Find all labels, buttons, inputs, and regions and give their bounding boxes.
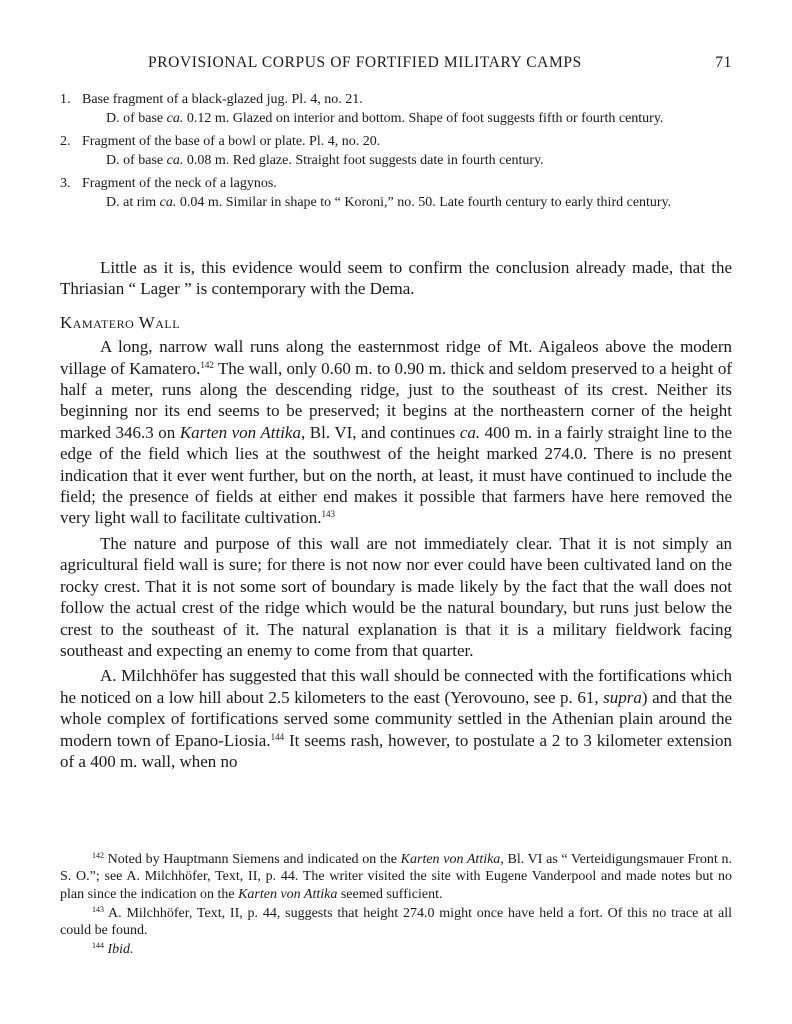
italic-run: supra [603,687,642,707]
footnote-number: 144 [92,941,104,951]
item-description [60,193,732,212]
desc-circa: ca. [166,153,184,168]
paragraph-2: The nature and purpose of this wall are not immediately clear. That it is not simply an agricultural field wall is sure; for there is not now nor ever could have been cultivated land on the rocky crest. That it is not some sort of boundary is made likely by the fact that the wall does not follow the actual crest of the ridge which would be the natural boundary, but runs just below the crest to the southeast of it. The natural explanation is that it is a military fieldwork facing southeast and expecting an enemy to come from that quarter. [60,533,732,660]
running-title: PROVISIONAL CORPUS OF FORTIFIED MILITARY CAMPS [148,54,582,71]
footnote-144 [60,941,732,958]
paragraph-3 [60,665,732,772]
footnote-143 [60,905,732,940]
item-heading: Base fragment of a black-glazed jug. Pl. 4, no. 21. [82,92,363,107]
main-text [60,257,732,776]
desc-circa: ca. [159,195,177,210]
italic-run: Karten von Attika, [179,422,306,442]
text-run: A. Milchhöfer, Text, II, p. 44, suggests that height 274.0 might once have held a fort. Of this no trace at all could be found. [60,905,732,939]
catalogue-list [60,90,732,216]
desc-text: D. at rim [106,195,160,210]
italic-run: Ibid. [104,942,134,958]
catalogue-item-2 [60,132,732,170]
text-run: Bl. VI as “ Verteidigungsmauer Front n. S. O.”; see A. Milchhöfer, Text, II, p. 44. The writer visited the site with Eugene Vanderpool and made notes but no plan since the indication on the [60,852,732,902]
intro-paragraph: Little as it is, this evidence would seem to confirm the conclusion already made, that the Thriasian “ Lager ” is contemporary with the Dema. [60,258,732,299]
text-run: It seems rash, however, to postulate a 2 to 3 kilometer extension of a 400 m. wall, when no [60,730,732,771]
item-heading: Fragment of the base of a bowl or plate. Pl. 4, no. 20. [82,134,381,149]
footnote-number: 142 [92,851,104,860]
item-number: 3. [60,176,71,191]
footnote-142 [60,851,732,903]
section-heading: Kamatero Wall [60,312,181,332]
text-run: seemed sufficient. [337,886,443,902]
footnotes [60,851,732,961]
page-number: 71 [715,54,732,71]
text-run: A long, narrow wall runs along the easternmost ridge of Mt. Aigaleos above the modern village of Kamatero. [60,337,732,378]
footnote-number: 143 [92,904,104,914]
item-heading: Fragment of the neck of a lagynos. [82,176,277,191]
footnote-ref: 144 [270,731,285,742]
desc-text: D. of base [106,153,167,168]
item-description [60,109,732,128]
text-run: ) and that the whole complex of fortifications served some community settled in the Athenian plain around the modern town of Epano-Liosia. [60,687,732,750]
item-description [60,151,732,170]
catalogue-item-1 [60,90,732,128]
item-number: 2. [60,134,71,149]
text-run: Bl. VI, and continues [305,422,460,442]
desc-text: 0.08 m. Red glaze. Straight foot suggests date in fourth century. [183,153,544,168]
desc-text: D. of base [106,111,167,126]
text-run: 400 m. in a fairly straight line to the edge of the field which lies at the southwest of the height marked 274.0. There is no present indication that it ever went further, but on the north, at least, it must have continued to include the field; the presence of fields at either end makes it possible that farmers have here removed the very light wall to facilitate cultivation. [60,422,732,528]
text-run: Noted by Hauptmann Siemens and indicated on the [104,852,401,867]
footnote-ref: 142 [200,359,214,370]
paragraph-1 [60,336,732,529]
desc-circa: ca. [166,111,184,126]
desc-text: 0.12 m. Glazed on interior and bottom. Shape of foot suggests fifth or fourth century. [183,111,664,126]
desc-text: 0.04 m. Similar in shape to “ Koroni,” no. 50. Late fourth century to early third century. [176,195,672,210]
catalogue-item-3 [60,174,732,212]
item-number: 1. [60,92,71,107]
text-run: The wall, only 0.60 m. to 0.90 m. thick and seldom preserved to a height of half a meter, runs along the descending ridge, just to the southeast of its crest. Neither its beginning nor its end seems to be preserved; it begins at the northeastern corner of the height marked 346.3 on [60,358,732,442]
italic-run: Karten von Attika [238,886,338,902]
footnote-ref: 143 [321,509,336,520]
italic-run: ca. [459,422,481,442]
text-run: A. Milchhöfer has suggested that this wall should be connected with the fortifications which he noticed on a low hill about 2.5 kilometers to the east (Yerovouno, see p. 61, [60,666,732,707]
italic-run: Karten von Attika, [400,852,504,867]
